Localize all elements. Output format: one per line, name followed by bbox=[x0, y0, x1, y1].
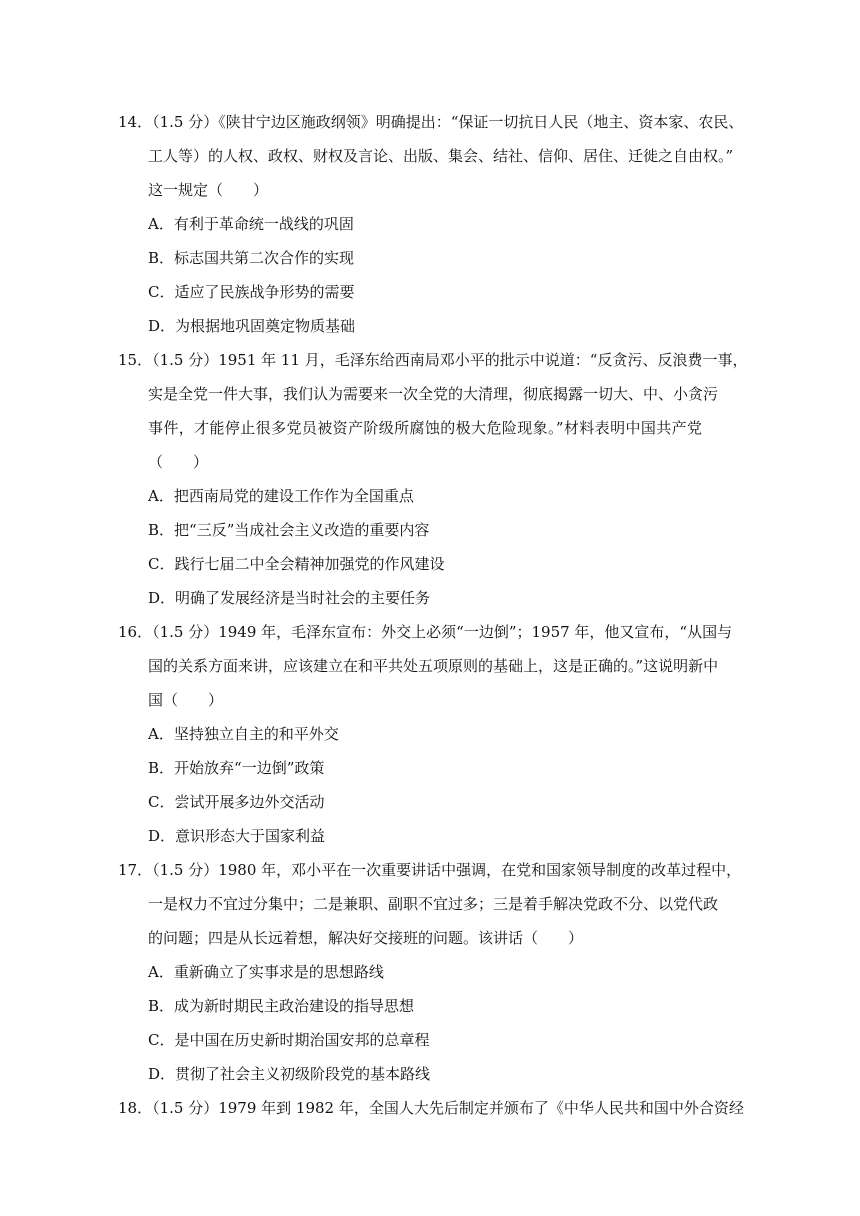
question-14-option-c[interactable]: C．适应了民族战争形势的需要 bbox=[148, 283, 355, 301]
question-17-option-b[interactable]: B．成为新时期民主政治建设的指导思想 bbox=[148, 997, 415, 1015]
question-14-option-b[interactable]: B．标志国共第二次合作的实现 bbox=[148, 249, 355, 267]
question-14-stem-line-1: 14．（1.5 分）《陕甘宁边区施政纲领》明确提出：“保证一切抗日人民（地主、资本家、农民、 bbox=[118, 113, 744, 131]
question-15-option-d[interactable]: D．明确了发展经济是当时社会的主要任务 bbox=[148, 589, 431, 607]
question-15-option-c[interactable]: C．践行七届二中全会精神加强党的作风建设 bbox=[148, 555, 445, 573]
question-14-stem-line-2: 工人等）的人权、政权、财权及言论、出版、集会、结社、信仰、居住、迁徙之自由权。” bbox=[148, 147, 734, 165]
question-16-option-d[interactable]: D．意识形态大于国家利益 bbox=[148, 827, 326, 845]
question-14-option-d[interactable]: D．为根据地巩固奠定物质基础 bbox=[148, 317, 356, 335]
question-17-option-a[interactable]: A．重新确立了实事求是的思想路线 bbox=[148, 963, 384, 981]
question-14-stem-line-3: 这一规定（ ） bbox=[148, 181, 269, 199]
question-15-stem-line-1: 15．（1.5 分）1951 年 11 月，毛泽东给西南局邓小平的批示中说道：“反贪污、反浪费一事， bbox=[118, 351, 748, 369]
question-15-option-b[interactable]: B．把“三反”当成社会主义改造的重要内容 bbox=[148, 521, 430, 539]
question-17-option-d[interactable]: D．贯彻了社会主义初级阶段党的基本路线 bbox=[148, 1065, 431, 1083]
question-16-stem-line-1: 16．（1.5 分）1949 年，毛泽东宣布：外交上必须“一边倒”；1957 年，他又宣布，“从国与 bbox=[118, 623, 733, 641]
question-18-stem-line-1: 18．（1.5 分）1979 年到 1982 年，全国人大先后制定并颁布了《中华人民共和国中外合资经 bbox=[118, 1099, 744, 1117]
question-16-option-c[interactable]: C．尝试开展多边外交活动 bbox=[148, 793, 325, 811]
question-17-stem-line-2: 一是权力不宜过分集中；二是兼职、副职不宜过多；三是着手解决党政不分、以党代政 bbox=[148, 895, 719, 913]
question-17-stem-line-3: 的问题；四是从长远着想，解决好交接班的问题。该讲话（ ） bbox=[148, 929, 584, 947]
question-15-stem-line-4: （ ） bbox=[148, 453, 209, 471]
question-15-stem-line-3: 事件，才能停止很多党员被资产阶级所腐蚀的极大危险现象。”材料表明中国共产党 bbox=[148, 419, 702, 437]
question-17-stem-line-1: 17．（1.5 分）1980 年，邓小平在一次重要讲话中强调，在党和国家领导制度的改革过程中， bbox=[118, 861, 742, 879]
question-14-option-a[interactable]: A．有利于革命统一战线的巩固 bbox=[148, 215, 354, 233]
question-16-stem-line-3: 国（ ） bbox=[148, 691, 224, 709]
question-16-option-a[interactable]: A．坚持独立自主的和平外交 bbox=[148, 725, 339, 743]
question-15-stem-line-2: 实是全党一件大事，我们认为需要来一次全党的大清理，彻底揭露一切大、中、小贪污 bbox=[148, 385, 719, 403]
question-16-stem-line-2: 国的关系方面来讲，应该建立在和平共处五项原则的基础上，这是正确的。”这说明新中 bbox=[148, 657, 719, 675]
question-16-option-b[interactable]: B．开始放弃“一边倒”政策 bbox=[148, 759, 325, 777]
question-17-option-c[interactable]: C．是中国在历史新时期治国安邦的总章程 bbox=[148, 1031, 430, 1049]
question-15-option-a[interactable]: A．把西南局党的建设工作作为全国重点 bbox=[148, 487, 414, 505]
